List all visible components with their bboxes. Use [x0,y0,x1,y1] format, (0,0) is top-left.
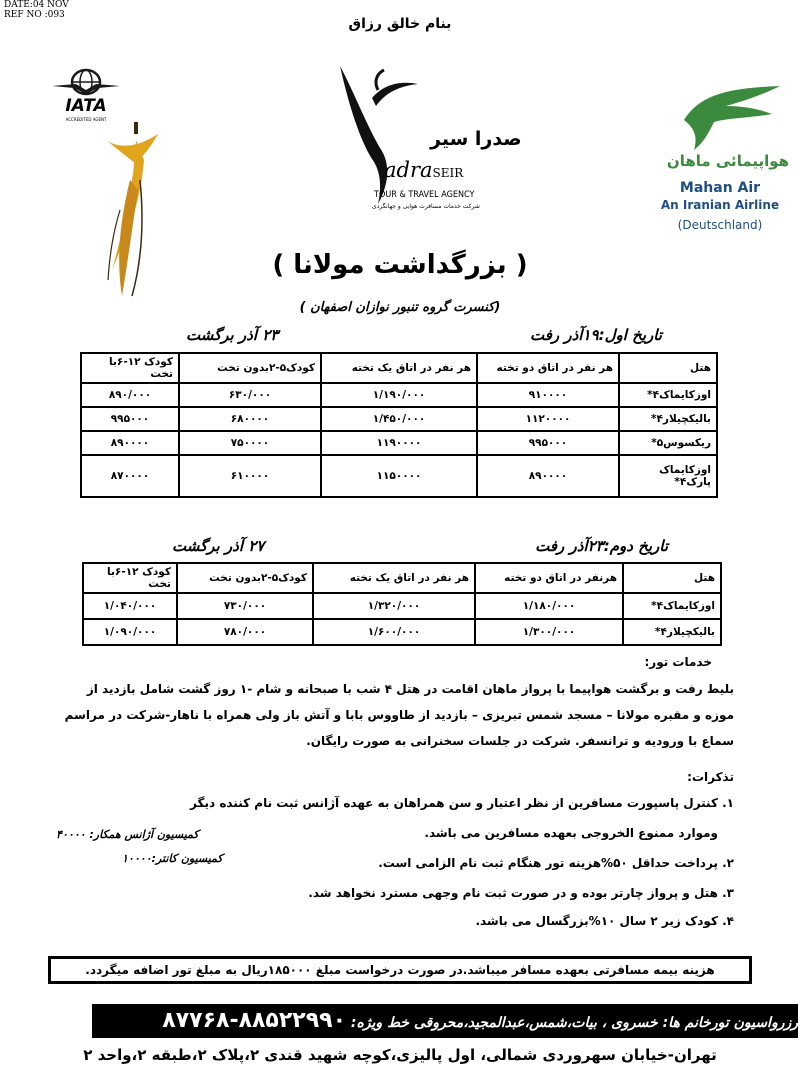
services-text: بلیط رفت و برگشت هواپیما با پرواز ماهان اقامت در هتل ۴ شب با صبحانه و شام -۱ روز گشت شامل بازدید از موزه و مقبره مولانا – مسجد شمس تبریزی – بازدید از طاووس بابا و آتش باز ولی همراه با ناهار-شرکت در مراسم سماع با ورودیه و ترانسفر. شرکت در جلسات سخنرانی به صورت رایگان. [64,682,734,748]
price-cell: ۸۹۰/۰۰۰ [81,383,179,407]
tour1-departure: تاریخ اول:۱۹آذر رفت [530,326,662,344]
insurance-notice: هزینه بیمه مسافرتی بعهده مسافر میباشد.در صورت درخواست مبلغ ۱۸۵۰۰۰ریال به مبلغ تور اضافه میگردد. [48,956,752,984]
price-cell: ۹۱۰۰۰۰ [477,383,619,407]
tour2-return: ۲۷ آذر برگشت [172,537,265,555]
table-row [83,593,721,619]
note-item: ۳. هتل و پرواز چارتر بوده و در صورت ثبت نام وجهی مسترد نخواهد شد. [308,886,734,900]
price-cell: ۱/۶۰۰/۰۰۰ [313,619,475,645]
mahan-name-en: Mahan Air [679,180,761,196]
column-header: هر نفر در اتاق دو تخته [477,353,619,383]
hotel-cell: اوزکایماک۴* [619,383,717,407]
note-item: ۱. کنترل پاسپورت مسافرین از نظر اعتبار و سن همراهان به عهده آژانس ثبت نام کننده دیگر [190,796,734,810]
tour1-return: ۲۳ آذر برگشت [186,326,279,344]
column-header: هر نفر در اتاق یک تخته [313,563,475,593]
column-header: کودک ۱۲-۶با تخت [83,563,177,593]
table-row [81,431,717,455]
column-header: کودک۵-۲بدون تخت [179,353,321,383]
table-row [81,407,717,431]
services-heading: خدمات تور: [644,655,712,669]
commission-counter: کمیسیون کانتر:۱۰۰۰۰ [122,852,223,865]
tour1-rates-table [80,352,718,498]
hotel-cell: بالیکچیلار۴* [623,619,721,645]
price-cell: ۶۸۰۰۰۰ [179,407,321,431]
column-header: کودک ۱۲-۶با تخت [81,353,179,383]
hotel-cell: ریکسوس۵* [619,431,717,455]
sadra-bird-icon [330,62,420,207]
ref-text: REF NO :093 [4,10,65,20]
sadra-name-suffix: SEIR [432,166,464,180]
price-cell: ۱/۰۴۰/۰۰۰ [83,593,177,619]
price-cell: ۱/۴۵۰/۰۰۰ [321,407,477,431]
iata-sublabel: ACCREDITED AGENT [65,117,107,122]
column-header: هرنفر در اتاق دو تخته [475,563,623,593]
column-header: هتل [623,563,721,593]
price-cell: ۷۵۰۰۰۰ [179,431,321,455]
price-cell: ۱/۳۰۰/۰۰۰ [475,619,623,645]
tour2-departure: تاریخ دوم:۲۳آذر رفت [535,537,668,555]
page-subtitle: (کنسرت گروه تنبور نوازان اصفهان ) [299,300,501,315]
price-cell: ۸۹۰۰۰۰ [81,431,179,455]
notes-heading: تذکرات: [687,770,734,784]
sadra-name-main: adra [384,158,433,182]
mahan-name-fa: هواپیمائی ماهان [666,152,790,170]
hotel-cell: اوزکایماک۴* [623,593,721,619]
column-header: کودک۵-۲بدون تخت [177,563,313,593]
price-cell: ۹۹۵۰۰۰ [477,431,619,455]
iata-label: IATA [65,96,107,116]
note-item: ۲. پرداخت حداقل ۵۰%هزینه تور هنگام ثبت نام الزامی است. [378,856,734,870]
bismillah-heading: بنام خالق رزاق [348,16,452,32]
hotel-cell: بالیکچیلار۴* [619,407,717,431]
hotel-cell: اوزکایماک پارک۴* [619,455,717,497]
page-title: ( بزرگداشت مولانا ) [272,250,528,280]
office-address: تهران-خیابان سهروردی شمالی، اول پالیزی،کوچه شهید قندی ۲،پلاک ۲،طبقه ۲،واحد ۲ [83,1046,717,1064]
mahan-subtitle: An Iranian Airline [660,198,780,212]
commission-agency: کمیسیون آژانس همکار: ۴۰۰۰۰ [56,828,199,841]
mahan-bird-icon [680,84,784,152]
price-cell: ۱۱۲۰۰۰۰ [477,407,619,431]
column-header: هر نفر در اتاق یک تخته [321,353,477,383]
table-row [81,455,717,497]
date-text: DATE:04 NOV [4,0,69,10]
column-header: هتل [619,353,717,383]
price-cell: ۱/۳۲۰/۰۰۰ [313,593,475,619]
price-cell: ۶۳۰/۰۰۰ [179,383,321,407]
tour2-rates-table [82,562,722,646]
reservation-bar [92,1004,798,1038]
note-item: وموارد ممنوع الخروجی بعهده مسافرین می باشد. [424,826,718,840]
reservation-label: رزرواسیون تورخانم ها: خسروی ، بیات،شمس،عبدالمجید،محروقی خط ویژه: [350,1015,798,1031]
reservation-phone: ۸۸۵۲۲۹۹۰-۸۷۷۶۸ [162,1008,346,1033]
table-row [81,383,717,407]
price-cell: ۶۱۰۰۰۰ [179,455,321,497]
table-header-row [83,563,721,593]
price-cell: ۷۸۰/۰۰۰ [177,619,313,645]
price-cell: ۸۷۰۰۰۰ [81,455,179,497]
price-cell: ۱/۰۹۰/۰۰۰ [83,619,177,645]
sadra-name-fa: صدرا سیر [430,128,522,150]
sadra-tagline-fa: شرکت خدمات مسافرت هوایی و جهانگردی [372,203,480,210]
sadra-tagline: TOUR & TRAVEL AGENCY [374,190,475,200]
price-cell: ۱۱۵۰۰۰۰ [321,455,477,497]
mahan-region: (Deutschland) [677,218,763,232]
price-cell: ۱/۱۹۰/۰۰۰ [321,383,477,407]
table-row [83,619,721,645]
price-cell: ۱۱۹۰۰۰۰ [321,431,477,455]
price-cell: ۱/۱۸۰/۰۰۰ [475,593,623,619]
table-header-row [81,353,717,383]
price-cell: ۸۹۰۰۰۰ [477,455,619,497]
price-cell: ۹۹۵۰۰۰ [81,407,179,431]
sadra-name-en [384,158,463,182]
price-cell: ۷۳۰/۰۰۰ [177,593,313,619]
note-item: ۴. کودک زیر ۲ سال ۱۰%بزرگسال می باشد. [475,914,734,928]
